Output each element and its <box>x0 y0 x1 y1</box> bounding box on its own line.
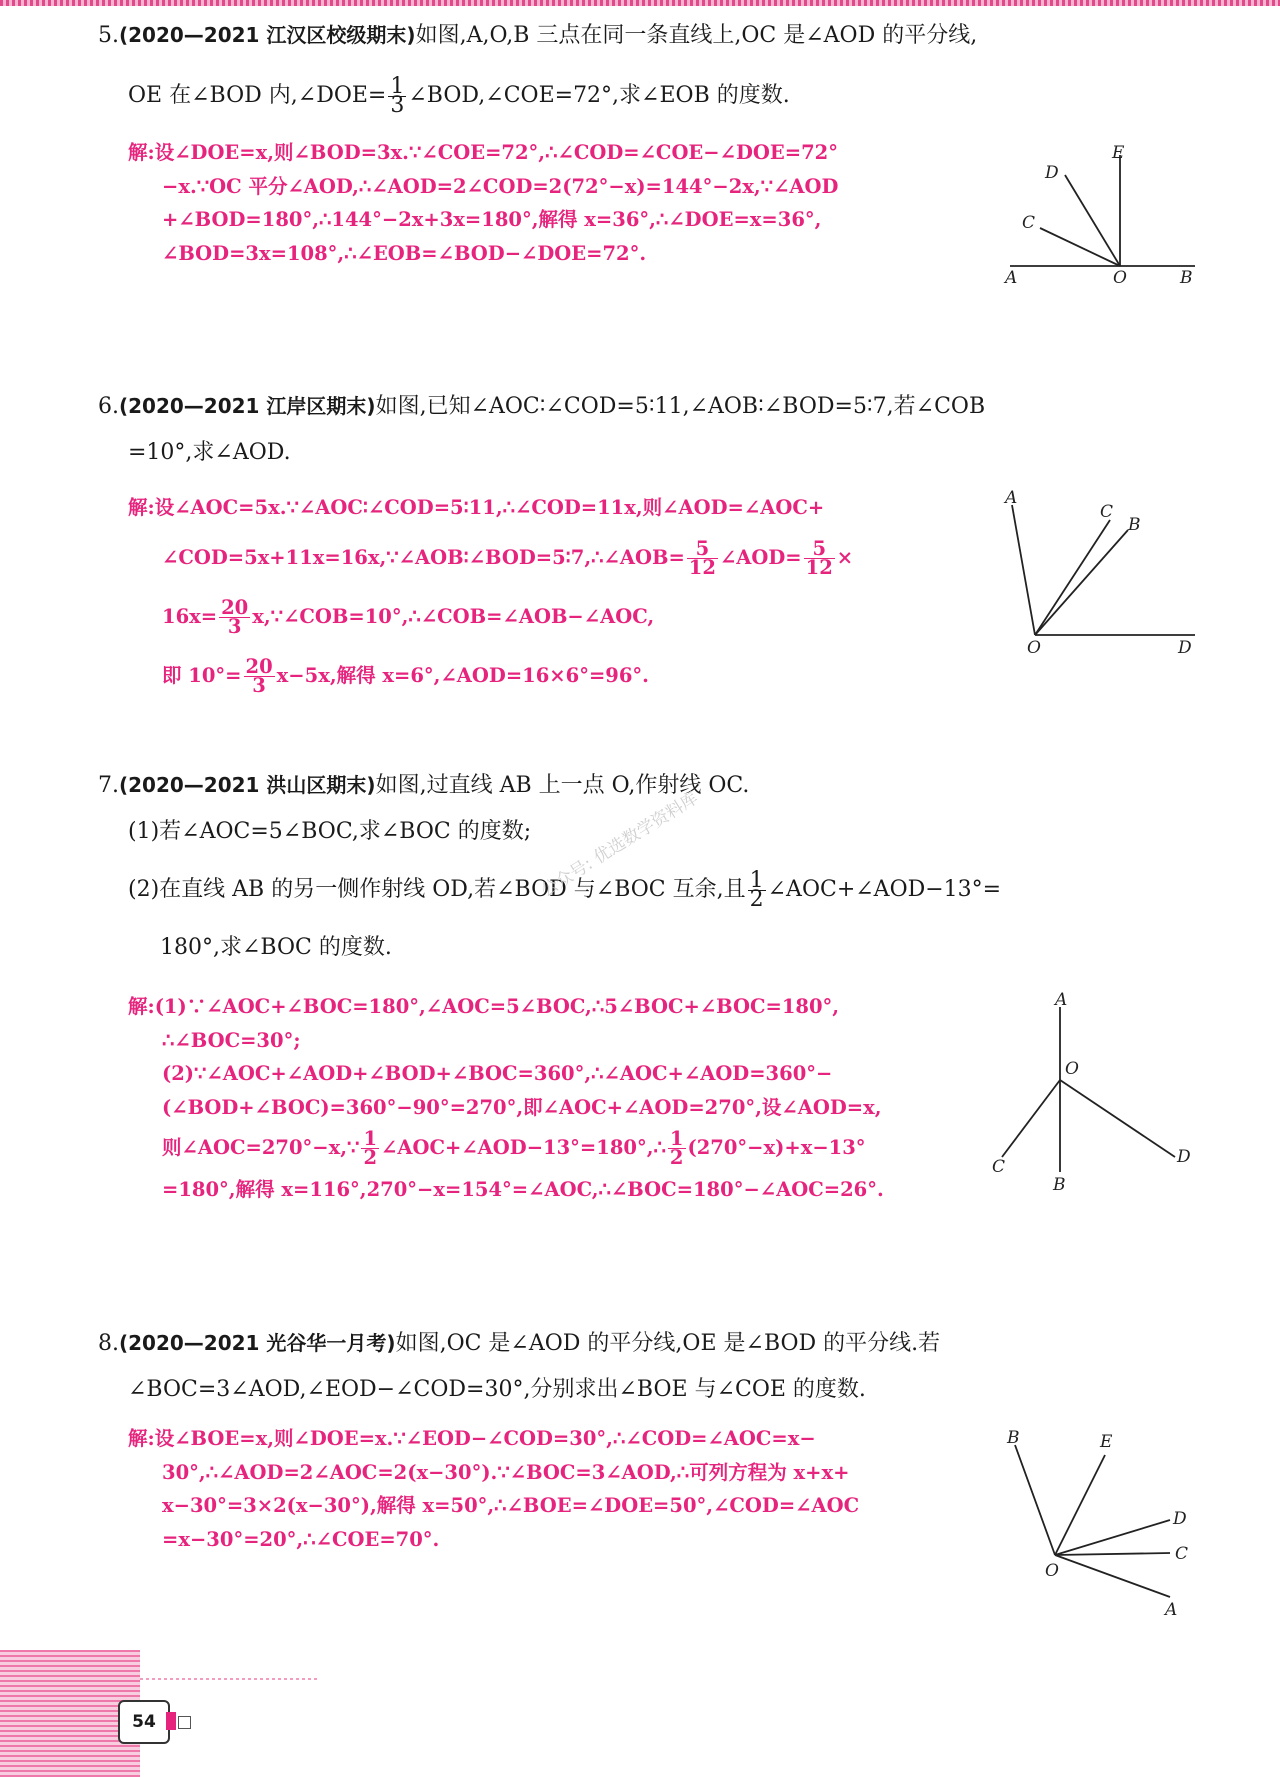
label-E: E <box>1112 143 1125 163</box>
ray-OD <box>1055 1520 1170 1555</box>
problem-number: 6. <box>98 394 119 419</box>
label-O: O <box>1045 1561 1059 1581</box>
problem-source: (2020—2021 江岸区期末) <box>119 394 376 418</box>
fraction: $\frac{1}{3}$ <box>390 73 405 118</box>
problem-text: 如图,A,O,B 三点在同一条直线上,OC 是∠AOD 的平分线, <box>415 23 978 48</box>
watermark: 公众号: 优选数学资料库 <box>537 788 702 902</box>
ray-OD <box>1060 1080 1175 1157</box>
problem-text: OE 在∠BOD 内,∠DOE= <box>128 83 387 108</box>
figure-8 <box>995 1425 1210 1620</box>
problem-text: 如图,已知∠AOC∶∠COD=5∶11,∠AOB∶∠BOD=5∶7,若∠COB <box>375 394 986 419</box>
problem-number: 5. <box>98 23 119 48</box>
label-A: A <box>1165 1600 1178 1620</box>
ray-OE <box>1055 1455 1105 1555</box>
label-B: B <box>1007 1428 1020 1448</box>
page-number: 54 <box>118 1700 170 1744</box>
problem-source: (2020—2021 光谷华一月考) <box>119 1331 396 1355</box>
ray-OC <box>1055 1553 1170 1555</box>
solution-line: 解:设∠AOC=5x.∵∠AOC∶∠COD=5∶11,∴∠COD=11x,则∠AOD=∠AOC+ <box>128 496 825 519</box>
solution-6: 解:设∠AOC=5x.∵∠AOC∶∠COD=5∶11,∴∠COD=11x,则∠AOD=∠AOC+ ∠COD=5x+11x=16x,∵∠AOB∶∠BOD=5∶7,∴∠AOB= $\frac{5}{12}$ ∠AOD= $\frac{5}{12}$ × 16x= $\frac{20}{3}$ x,∵∠COB=10°,∴∠COB=∠AOB−∠AOC, 即 10°= $\frac{20}{3}$ x−5x,解得 x=6°,∠AOD=16×6°=96°. <box>128 490 978 695</box>
solution-line: 解:设∠DOE=x,则∠BOD=3x.∵∠COE=72°,∴∠COD=∠COE−∠DOE=72° <box>128 141 838 164</box>
label-A: A <box>1005 488 1018 508</box>
solution-line: (2)∵∠AOC+∠AOD+∠BOD+∠BOC=360°,∴∠AOC+∠AOD=360°− <box>162 1062 833 1085</box>
page-accent-bar <box>166 1712 176 1730</box>
ray-OA <box>1055 1555 1170 1597</box>
label-O: O <box>1113 268 1127 288</box>
solution-line: −x.∵OC 平分∠AOD,∴∠AOD=2∠COD=2(72°−x)=144°−2x,∵∠AOD <box>162 174 839 198</box>
label-B: B <box>1128 515 1141 535</box>
problem-text: 如图,过直线 AB 上一点 O,作射线 OC. <box>375 773 750 798</box>
label-A: A <box>1005 268 1018 288</box>
label-O: O <box>1027 638 1041 658</box>
label-C: C <box>1022 213 1036 233</box>
solution-line: 解:(1)∵∠AOC+∠BOC=180°,∠AOC=5∠BOC,∴5∠BOC+∠BOC=180°, <box>128 995 840 1018</box>
solution-line: =180°,解得 x=116°,270°−x=154°=∠AOC,∴∠BOC=180°−∠AOC=26°. <box>162 1178 884 1201</box>
problem-source: (2020—2021 江汉区校级期末) <box>119 23 416 47</box>
problem-text: ∠BOD,∠COE=72°,求∠EOB 的度数. <box>408 83 790 108</box>
figure-6 <box>1000 485 1210 660</box>
problem-source: (2020—2021 洪山区期末) <box>119 773 376 797</box>
problem-6 <box>98 383 1208 476</box>
solution-5 <box>128 136 978 270</box>
label-B: B <box>1180 268 1193 288</box>
figure-7 <box>990 992 1210 1202</box>
figure-5 <box>1000 140 1200 290</box>
ray-OB <box>1035 530 1128 635</box>
solution-line: +∠BOD=180°,∴144°−2x+3x=180°,解得 x=36°,∴∠DOE=x=36°, <box>162 208 822 231</box>
solution-line: =x−30°=20°,∴∠COE=70°. <box>162 1527 440 1551</box>
problem-text: 180°,求∠BOC 的度数. <box>160 935 392 960</box>
solution-line: (∠BOD+∠BOC)=360°−90°=270°,即∠AOC+∠AOD=270°,设∠AOD=x, <box>162 1095 882 1119</box>
problem-text: =10°,求∠AOD. <box>128 440 291 465</box>
problem-5 <box>98 12 1208 119</box>
solution-line: ∴∠BOC=30°; <box>162 1028 301 1052</box>
label-D: D <box>1178 638 1192 658</box>
problem-7: 7.(2020—2021 洪山区期末)如图,过直线 AB 上一点 O,作射线 OC. (1)若∠AOC=5∠BOC,求∠BOC 的度数; (2)在直线 AB 的另一侧作射线 OD,若∠BOD 与∠BOC 互余,且 $\frac{1}{2}$ ∠AOC+∠AOD−13°= 180°,求∠BOC 的度数. <box>98 762 1208 971</box>
solution-8 <box>128 1422 978 1556</box>
ray-OC <box>1002 1080 1060 1157</box>
ray-OB <box>1015 1445 1055 1555</box>
label-C: C <box>1175 1544 1189 1564</box>
label-O: O <box>1065 1059 1079 1079</box>
solution-line: x−30°=3×2(x−30°),解得 x=50°,∴∠BOE=∠DOE=50°,∠COD=∠AOC <box>162 1494 860 1517</box>
label-E: E <box>1100 1432 1113 1452</box>
page-square-icon <box>178 1716 191 1729</box>
ray-OC <box>1035 520 1110 635</box>
solution-line: 30°,∴∠AOD=2∠AOC=2(x−30°).∵∠BOC=3∠AOD,∴可列方程为 x+x+ <box>162 1460 850 1484</box>
label-C: C <box>992 1157 1006 1177</box>
label-A: A <box>1055 992 1068 1010</box>
problem-number: 7. <box>98 773 119 798</box>
label-C: C <box>1100 502 1114 522</box>
problem-text: ∠BOC=3∠AOD,∠EOD−∠COD=30°,分别求出∠BOE 与∠COE 的度数. <box>128 1377 866 1402</box>
top-decorative-bar <box>0 0 1280 6</box>
ray-OA <box>1012 505 1035 635</box>
footer-rule <box>140 1678 320 1680</box>
solution-line: ∠BOD=3x=108°,∴∠EOB=∠BOD−∠DOE=72°. <box>162 241 647 265</box>
problem-text: (1)若∠AOC=5∠BOC,求∠BOC 的度数; <box>128 819 532 844</box>
problem-8 <box>98 1320 1208 1413</box>
problem-number: 8. <box>98 1331 119 1356</box>
label-B: B <box>1053 1175 1066 1195</box>
label-D: D <box>1177 1147 1191 1167</box>
problem-text: 如图,OC 是∠AOD 的平分线,OE 是∠BOD 的平分线.若 <box>395 1331 941 1356</box>
label-D: D <box>1045 163 1059 183</box>
solution-line: 解:设∠BOE=x,则∠DOE=x.∵∠EOD−∠COD=30°,∴∠COD=∠AOC=x− <box>128 1427 816 1450</box>
label-D: D <box>1173 1509 1187 1529</box>
solution-7: 解:(1)∵∠AOC+∠BOC=180°,∠AOC=5∠BOC,∴5∠BOC+∠BOC=180°, ∴∠BOC=30°; (2)∵∠AOC+∠AOD+∠BOD+∠BOC=360°,∴∠AOC+∠AOD=360°− (∠BOD+∠BOC)=360°−90°=270°,即∠AOC+∠AOD=270°,设∠AOD=x, 则∠AOC=270°−x,∵ $\frac{1}{2}$ ∠AOC+∠AOD−13°=180°,∴ $\frac{1}{2}$ (270°−x)+x−13° =180°,解得 x=116°,270°−x=154°=∠AOC,∴∠BOC=180°−∠AOC=26°. <box>128 990 978 1207</box>
